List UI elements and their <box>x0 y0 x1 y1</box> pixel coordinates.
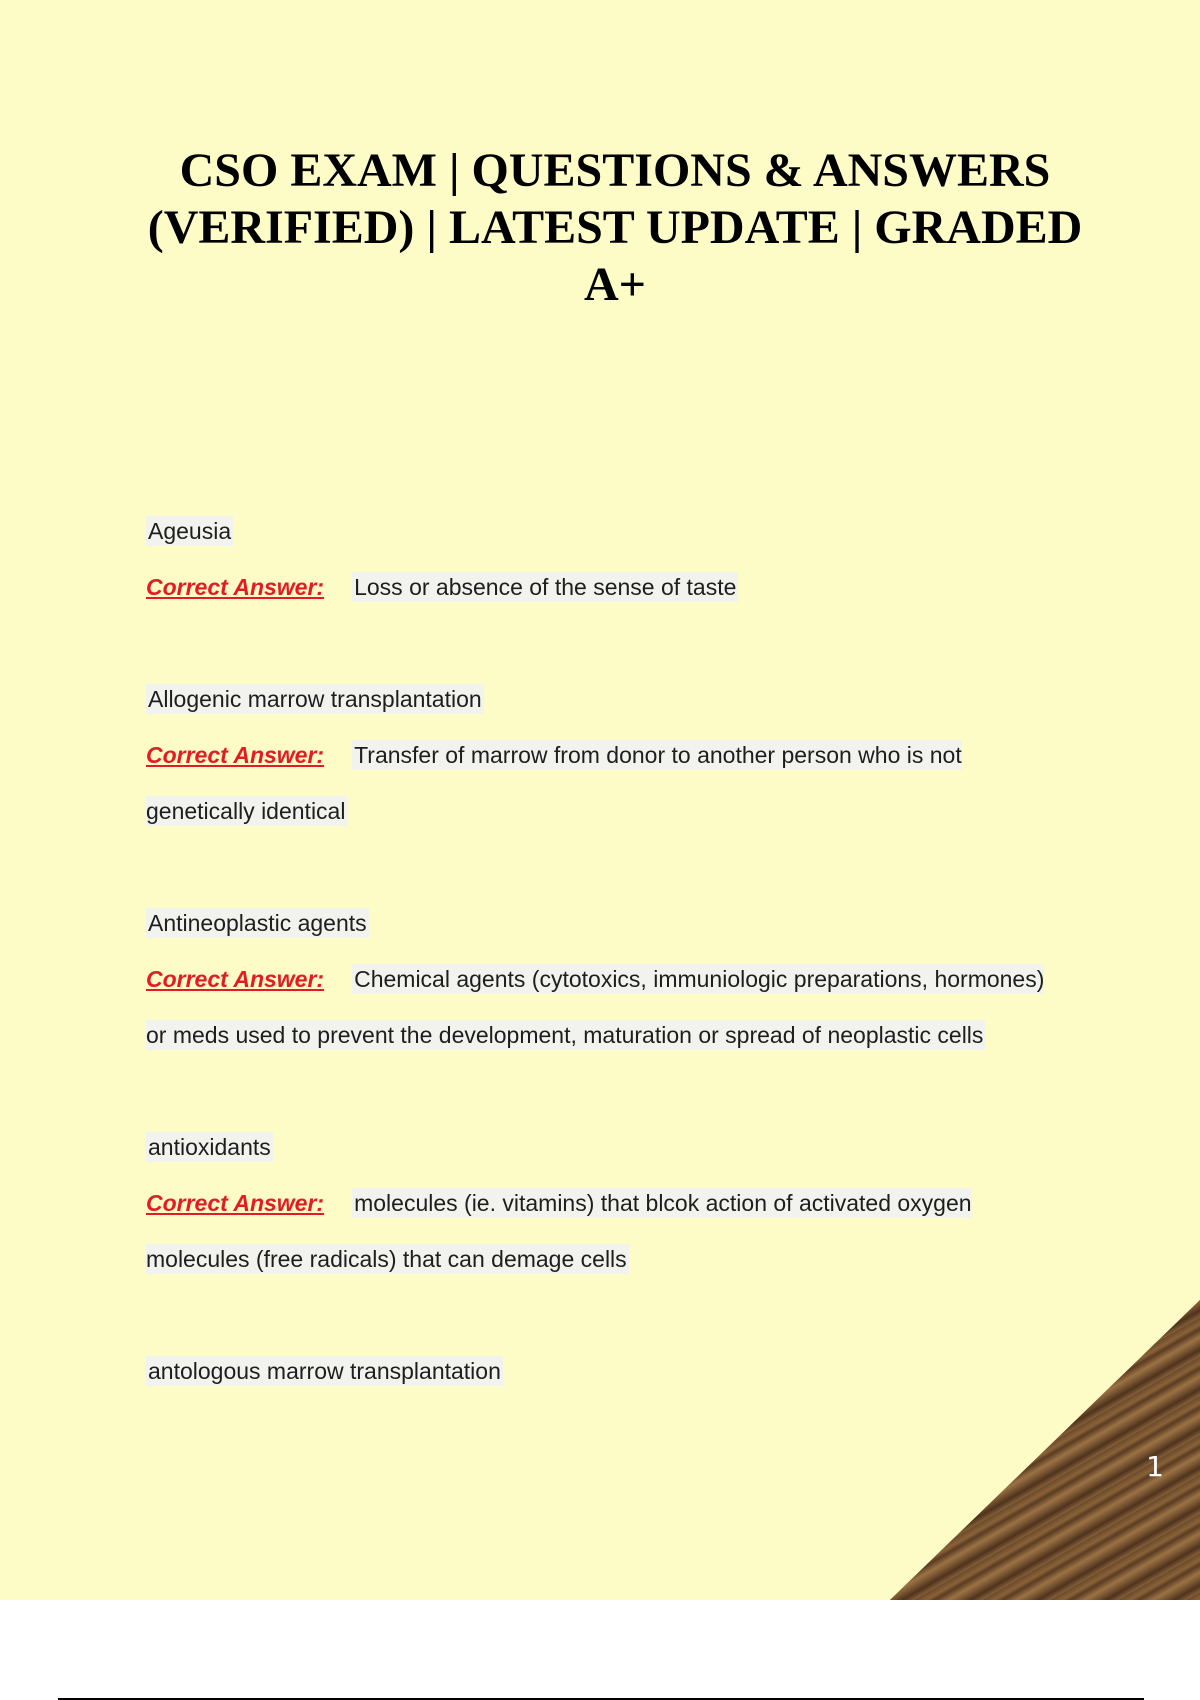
question-term <box>146 503 1046 559</box>
answer-text: Loss or absence of the sense of taste <box>354 574 737 600</box>
question-term <box>146 671 1046 727</box>
question-text: Antineoplastic agents <box>148 910 367 936</box>
qa-entry <box>146 1343 1046 1399</box>
answer-text: Chemical agents (cytotoxics, immuniologic preparations, hormones) or meds used to prevent the development, maturation or spread of neoplastic cells <box>146 966 1045 1048</box>
question-term <box>146 1119 1046 1175</box>
answer-text: molecules (ie. vitamins) that blcok action of activated oxygen molecules (free radicals) that can demage cells <box>146 1190 972 1272</box>
qa-entry <box>146 895 1046 1063</box>
answer-text: Transfer of marrow from donor to another person who is not genetically identical <box>146 742 962 824</box>
question-text: antologous marrow transplantation <box>148 1358 501 1384</box>
correct-answer-label: Correct Answer: <box>146 966 325 992</box>
question-term <box>146 1343 1046 1399</box>
qa-entry <box>146 503 1046 615</box>
qa-entry <box>146 1119 1046 1287</box>
answer-line <box>146 727 1046 839</box>
qa-entry <box>146 671 1046 839</box>
qa-list <box>146 503 1046 1455</box>
document-title: CSO EXAM | QUESTIONS & ANSWERS (VERIFIED) | LATEST UPDATE | GRADED A+ <box>147 144 1083 311</box>
correct-answer-label: Correct Answer: <box>146 742 325 768</box>
answer-line <box>146 951 1046 1063</box>
question-text: antioxidants <box>148 1134 271 1160</box>
question-term <box>146 895 1046 951</box>
answer-line <box>146 1175 1046 1287</box>
question-text: Allogenic marrow transplantation <box>148 686 482 712</box>
page-number: 1 <box>1146 1450 1164 1483</box>
question-text: Ageusia <box>148 518 232 544</box>
answer-line <box>146 559 1046 615</box>
correct-answer-label: Correct Answer: <box>146 1190 325 1216</box>
correct-answer-label: Correct Answer: <box>146 574 325 600</box>
